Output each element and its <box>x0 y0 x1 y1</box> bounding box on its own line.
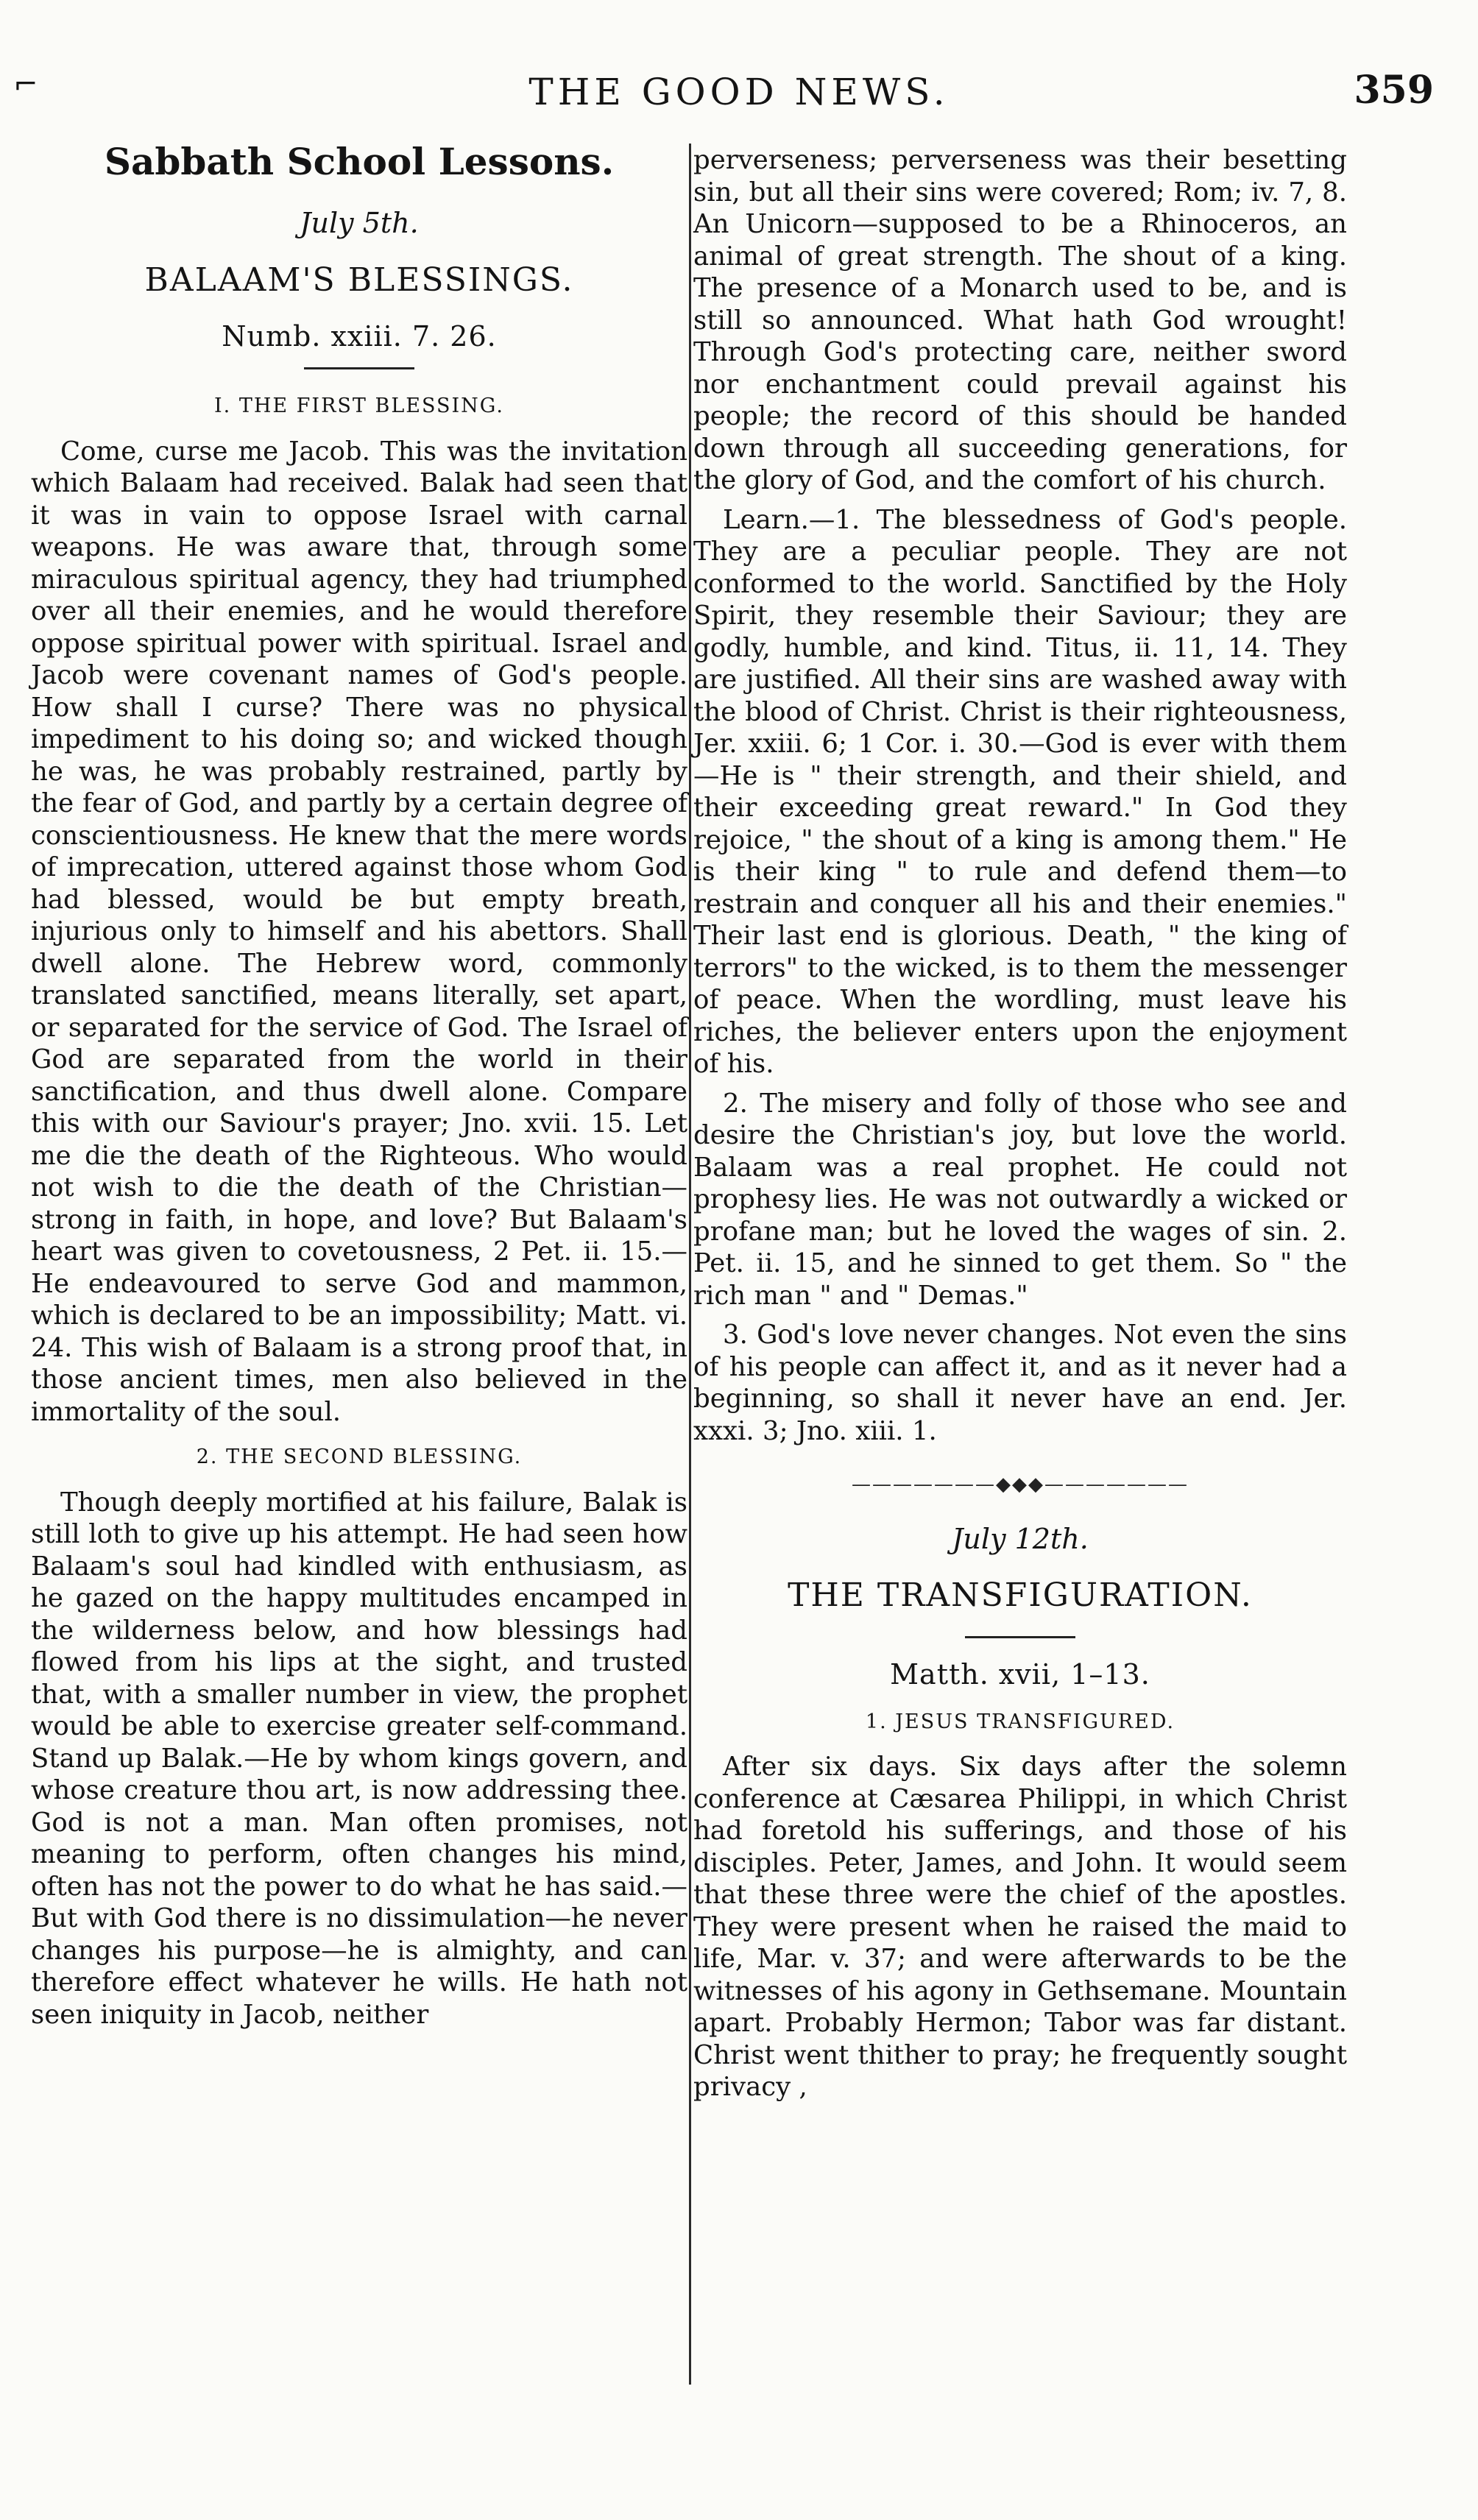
title-rule <box>304 367 414 369</box>
scripture-reference: Numb. xxiii. 7. 26. <box>222 319 497 353</box>
paragraph: Though deeply mortified at his failure, Balak is still loth to give up his attempt. He had seen how Balaam's soul had kindled with enthusiasm, as he gazed on the happy multitudes encamped in the wilderness below, and how blessings had flowed from his lips at the sight, and trusted that, with a smaller number in view, the prophet would be able to exercise greater self-command. Stand up Balak.—He by whom kings govern, and whose creature thou art, is now addressing thee. God is not a man. Man often promises, not meaning to perform, often changes his mind, often has not the power to do what he has said.—But with God there is no dissimulation—he never changes his purpose—he is almighty, and can therefore effect whatever he wills. He hath not seen iniquity in Jacob, neither <box>31 1487 687 2030</box>
page-number: 359 <box>1354 68 1434 113</box>
paragraph: 3. God's love never changes. Not even the sins of his people can affect it, and as it never had a beginning, so shall it never have an end. Jer. xxxi. 3; Jno. xiii. 1. <box>693 1320 1347 1446</box>
corner-mark: ⌐ <box>13 68 38 102</box>
scripture-reference: Matth. xvii, 1–13. <box>890 1658 1150 1691</box>
left-column <box>31 140 687 2031</box>
lesson-title: THE TRANSFIGURATION. <box>788 1576 1253 1614</box>
lesson-date: July 12th. <box>952 1522 1089 1555</box>
lesson-date: July 5th. <box>300 207 419 239</box>
paragraph: perverseness; perverseness was their besetting sin, but all their sins were covered; Rom; iv. 7, 8. An Unicorn—supposed to be a Rhinoceros, an animal of great strength. The shout of a king. The presence of a Monarch used to be, and is still so announced. What hath God wrought! Through God's protecting care, neither sword nor enchantment could prevail against his people; the record of this should be handed down through all succeeding generations, for the glory of God, and the comfort of his church. <box>693 145 1347 495</box>
lesson-title: BALAAM'S BLESSINGS. <box>144 261 574 299</box>
page-header <box>0 59 1478 132</box>
paragraph: After six days. Six days after the solemn conference at Cæsarea Philippi, in which Christ had foretold his sufferings, and those of his disciples. Peter, James, and John. It would seem that these three were the chief of the apostles. They were present when he raised the maid to life, Mar. v. 37; and were afterwards to be the witnesses of his agony in Gethsemane. Mountain apart. Probably Hermon; Tabor was far distant. Christ went thither to pray; he frequently sought privacy , <box>693 1752 1347 2102</box>
column-divider <box>689 144 691 2385</box>
subheading-second-blessing: 2. THE SECOND BLESSING. <box>196 1445 523 1468</box>
title-rule <box>965 1636 1075 1638</box>
section-ornament: ———————◆◆◆——————— <box>852 1473 1189 1496</box>
right-column <box>693 144 1347 2103</box>
paragraph: 2. The misery and folly of those who see and desire the Christian's joy, but love the world. Balaam was a real prophet. He could not prophesy lies. He was not outwardly a wicked or profane man; but he loved the wages of sin. 2. Pet. ii. 15, and he sinned to get them. So " the rich man " and " Demas." <box>693 1088 1347 1311</box>
subheading-jesus-transfigured: 1. JESUS TRANSFIGURED. <box>865 1710 1175 1733</box>
running-title: THE GOOD NEWS. <box>528 71 950 113</box>
section-title: Sabbath School Lessons. <box>104 140 615 183</box>
paragraph: Come, curse me Jacob. This was the invitation which Balaam had received. Balak had seen that it was in vain to oppose Israel with carnal weapons. He was aware that, through some miraculous spiritual agency, they had triumphed over all their enemies, and he would therefore oppose spiritual power with spiritual. Israel and Jacob were covenant names of God's people. How shall I curse? There was no physical impediment to his doing so; and wicked though he was, he was probably restrained, partly by the fear of God, and partly by a certain degree of conscientiousness. He knew that the mere words of imprecation, uttered against those whom God had blessed, would be but empty breath, injurious only to himself and his abettors. Shall dwell alone. The Hebrew word, commonly translated sanctified, means literally, set apart, or separated for the service of God. The Israel of God are separated from the world in their sanctification, and thus dwell alone. Compare this with our Saviour's prayer; Jno. xvii. 15. Let me die the death of the Righteous. Who would not wish to die the death of the Christian—strong in faith, in hope, and love? But Balaam's heart was given to covetousness, 2 Pet. ii. 15.—He endeavoured to serve God and mammon, which is declared to be an impossibility; Matt. vi. 24. This wish of Balaam is a strong proof that, in those ancient times, men also believed in the immortality of the soul. <box>31 436 687 1427</box>
paragraph: Learn.—1. The blessedness of God's people. They are a peculiar people. They are not conformed to the world. Sanctified by the Holy Spirit, they resemble their Saviour; they are godly, humble, and kind. Titus, ii. 11, 14. They are justified. All their sins are washed away with the blood of Christ. Christ is their righteousness, Jer. xxiii. 6; 1 Cor. i. 30.—God is ever with them—He is " their strength, and their shield, and their exceeding great reward." In God they rejoice, " the shout of a king is among them." He is their king " to rule and defend them—to restrain and conquer all his and their enemies." Their last end is glorious. Death, " the king of terrors" to the wicked, is to them the messenger of peace. When the wordling, must leave his riches, the believer enters upon the enjoyment of his. <box>693 504 1347 1079</box>
subheading-first-blessing: I. THE FIRST BLESSING. <box>214 394 504 417</box>
